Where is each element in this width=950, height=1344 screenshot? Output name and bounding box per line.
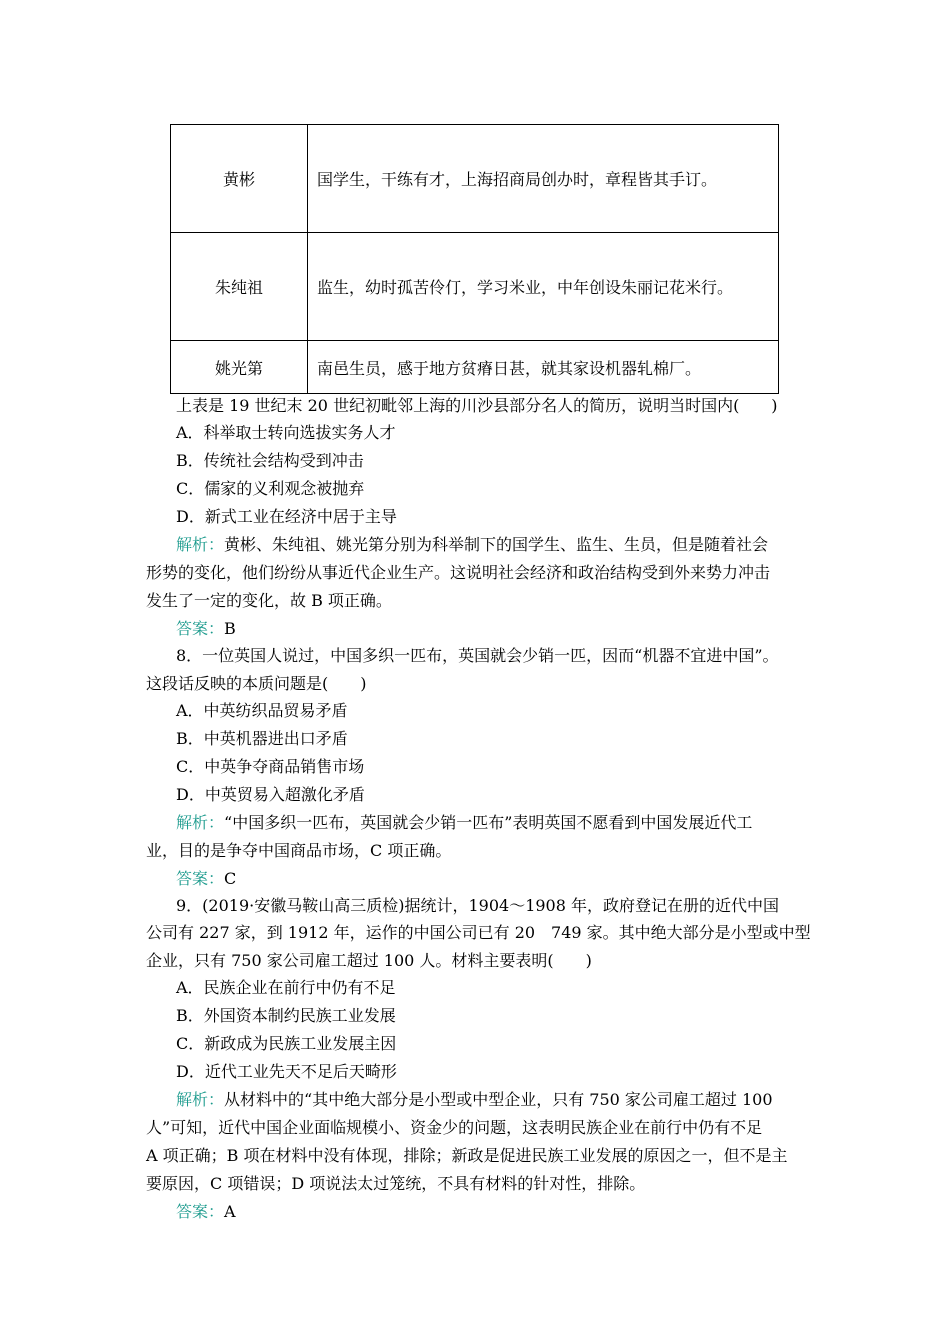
q9-analysis-line: 要原因，C 项错误；D 项说法太过笼统，不具有材料的针对性，排除。 xyxy=(146,1174,646,1193)
q7-option-d: D．新式工业在经济中居于主导 xyxy=(176,507,397,526)
q8-stem: 8．一位英国人说过，中国多织一匹布，英国就会少销一匹，因而“机器不宜进中国”。 xyxy=(176,646,779,665)
q7-option-b: B．传统社会结构受到冲击 xyxy=(176,451,364,470)
answer-label: 答案： xyxy=(176,619,225,638)
person-name: 朱纯祖 xyxy=(171,233,308,341)
biography-table xyxy=(170,124,779,394)
q8-stem: 这段话反映的本质问题是( ) xyxy=(146,674,367,693)
answer-label: 答案： xyxy=(176,1202,225,1221)
q7-analysis-line: 解析：黄彬、朱纯祖、姚光第分别为科举制下的国学生、监生、生员，但是随着社会 xyxy=(176,535,769,554)
q9-stem: 公司有 227 家，到 1912 年，运作的中国公司已有 20 749 家。其中绝大部分是小型或中型 xyxy=(146,923,811,942)
q8-option-c: C．中英争夺商品销售市场 xyxy=(176,757,365,776)
q9-analysis-line: 解析：从材料中的“其中绝大部分是小型或中型企业，只有 750 家公司雇工超过 100 xyxy=(176,1090,773,1109)
q7-analysis-line: 发生了一定的变化，故 B 项正确。 xyxy=(146,591,392,610)
answer-label: 答案： xyxy=(176,869,225,888)
analysis-label: 解析： xyxy=(176,1090,225,1109)
q8-option-d: D．中英贸易入超激化矛盾 xyxy=(176,785,365,804)
person-description: 南邑生员，感于地方贫瘠日甚，就其家设机器轧棉厂。 xyxy=(308,341,779,394)
q8-answer: 答案：C xyxy=(176,869,237,888)
q7-option-c: C．儒家的义利观念被抛弃 xyxy=(176,479,365,498)
q8-option-a: A．中英纺织品贸易矛盾 xyxy=(176,701,348,720)
q8-analysis-line: 解析：“中国多织一匹布，英国就会少销一匹布”表明英国不愿看到中国发展近代工 xyxy=(176,813,753,832)
person-description: 国学生，干练有才，上海招商局创办时，章程皆其手订。 xyxy=(308,125,779,233)
q7-answer: 答案：B xyxy=(176,619,236,638)
person-name: 姚光第 xyxy=(171,341,308,394)
q9-stem: 9．(2019·安徽马鞍山高三质检)据统计，1904～1908 年，政府登记在册的近代中国 xyxy=(176,896,779,915)
table-row xyxy=(171,233,779,341)
analysis-label: 解析： xyxy=(176,535,225,554)
table-row xyxy=(171,341,779,394)
q8-analysis-line: 业，目的是争夺中国商品市场，C 项正确。 xyxy=(146,841,452,860)
q9-option-d: D．近代工业先天不足后天畸形 xyxy=(176,1062,397,1081)
q7-option-a: A．科举取士转向选拔实务人才 xyxy=(176,423,396,442)
q9-option-b: B．外国资本制约民族工业发展 xyxy=(176,1006,396,1025)
q7-stem: 上表是 19 世纪末 20 世纪初毗邻上海的川沙县部分名人的简历，说明当时国内( ) xyxy=(176,396,778,415)
q7-analysis-line: 形势的变化，他们纷纷从事近代企业生产。这说明社会经济和政治结构受到外来势力冲击 xyxy=(146,563,771,582)
table-row xyxy=(171,125,779,233)
q9-option-a: A．民族企业在前行中仍有不足 xyxy=(176,978,396,997)
q8-option-b: B．中英机器进出口矛盾 xyxy=(176,729,348,748)
person-name: 黄彬 xyxy=(171,125,308,233)
q9-stem: 企业，只有 750 家公司雇工超过 100 人。材料主要表明( ) xyxy=(146,951,592,970)
q9-analysis-line: A 项正确；B 项在材料中没有体现，排除；新政是促进民族工业发展的原因之一，但不是主 xyxy=(146,1146,788,1165)
q9-answer: 答案：A xyxy=(176,1202,236,1221)
person-description: 监生，幼时孤苦伶仃，学习米业，中年创设朱丽记花米行。 xyxy=(308,233,779,341)
q9-option-c: C．新政成为民族工业发展主因 xyxy=(176,1034,397,1053)
analysis-label: 解析： xyxy=(176,813,225,832)
q9-analysis-line: 人”可知，近代中国企业面临规模小、资金少的问题，这表明民族企业在前行中仍有不足 xyxy=(146,1118,763,1137)
